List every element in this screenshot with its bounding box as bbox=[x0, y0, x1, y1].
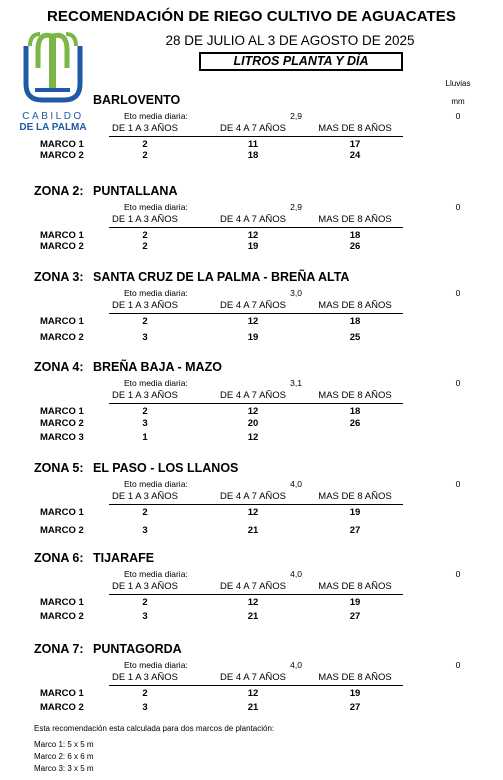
cell-4-7: 21 bbox=[247, 702, 259, 713]
cell-1-3: 2 bbox=[142, 150, 148, 161]
footer-note: Esta recomendación esta calculada para dos marcos de plantación: bbox=[34, 724, 275, 733]
eto-value: 4,0 bbox=[290, 660, 302, 670]
eto-value: 2,9 bbox=[290, 111, 302, 121]
zone-name: PUNTAGORDA bbox=[93, 642, 182, 656]
eto-value: 2,9 bbox=[290, 202, 302, 212]
row-marco-label: MARCO 3 bbox=[40, 432, 84, 443]
footer-marco-2: Marco 2: 6 x 6 m bbox=[34, 752, 94, 761]
cell-1-3: 3 bbox=[142, 332, 148, 343]
zone-label: ZONA 6: bbox=[34, 551, 84, 565]
rain-value: 0 bbox=[455, 479, 461, 489]
cell-8-plus: 17 bbox=[349, 139, 361, 150]
col-header-4-7: DE 4 A 7 AÑOS bbox=[219, 300, 286, 311]
units-box: LITROS PLANTA Y DÍA bbox=[199, 52, 403, 71]
cell-1-3: 3 bbox=[142, 418, 148, 429]
col-header-1-3: DE 1 A 3 AÑOS bbox=[111, 491, 178, 502]
cell-4-7: 12 bbox=[247, 597, 259, 608]
eto-value: 3,0 bbox=[290, 288, 302, 298]
cabildo-emblem-icon bbox=[12, 28, 94, 108]
cell-8-plus: 27 bbox=[349, 702, 361, 713]
cell-8-plus: 26 bbox=[349, 418, 361, 429]
logo-text-1: CABILDO bbox=[22, 111, 84, 122]
col-header-8-plus: MAS DE 8 AÑOS bbox=[318, 491, 392, 502]
row-marco-label: MARCO 2 bbox=[40, 241, 84, 252]
cell-1-3: 1 bbox=[142, 432, 148, 443]
page-title: RECOMENDACIÓN DE RIEGO CULTIVO DE AGUACATES bbox=[46, 8, 457, 25]
cell-8-plus: 24 bbox=[349, 150, 361, 161]
cell-8-plus: 18 bbox=[349, 406, 361, 417]
col-header-4-7: DE 4 A 7 AÑOS bbox=[219, 491, 286, 502]
col-header-8-plus: MAS DE 8 AÑOS bbox=[318, 123, 392, 134]
cell-8-plus: 27 bbox=[349, 525, 361, 536]
col-header-1-3: DE 1 A 3 AÑOS bbox=[111, 390, 178, 401]
cell-8-plus: 25 bbox=[349, 332, 361, 343]
zone-name: TIJARAFE bbox=[93, 551, 155, 565]
row-marco-label: MARCO 1 bbox=[40, 507, 84, 518]
cell-4-7: 12 bbox=[247, 688, 259, 699]
eto-label: Eto media diaria: bbox=[124, 479, 188, 489]
col-header-4-7: DE 4 A 7 AÑOS bbox=[219, 672, 286, 683]
col-header-8-plus: MAS DE 8 AÑOS bbox=[318, 581, 392, 592]
eto-label: Eto media diaria: bbox=[124, 288, 188, 298]
footer-marco-3: Marco 3: 3 x 5 m bbox=[34, 764, 94, 773]
row-marco-label: MARCO 1 bbox=[40, 597, 84, 608]
col-header-1-3: DE 1 A 3 AÑOS bbox=[111, 581, 178, 592]
col-header-4-7: DE 4 A 7 AÑOS bbox=[219, 123, 286, 134]
col-header-4-7: DE 4 A 7 AÑOS bbox=[219, 214, 286, 225]
header-rule bbox=[109, 136, 403, 137]
eto-label: Eto media diaria: bbox=[124, 378, 188, 388]
zone-name: PUNTALLANA bbox=[93, 184, 178, 198]
col-header-4-7: DE 4 A 7 AÑOS bbox=[219, 581, 286, 592]
cell-1-3: 2 bbox=[142, 406, 148, 417]
row-marco-label: MARCO 2 bbox=[40, 702, 84, 713]
header-rule bbox=[109, 594, 403, 595]
cell-4-7: 12 bbox=[247, 406, 259, 417]
row-marco-label: MARCO 1 bbox=[40, 139, 84, 150]
zone-label: ZONA 4: bbox=[34, 360, 84, 374]
zone-label: ZONA 5: bbox=[34, 461, 84, 475]
cell-8-plus: 19 bbox=[349, 597, 361, 608]
col-header-1-3: DE 1 A 3 AÑOS bbox=[111, 300, 178, 311]
cell-8-plus: 18 bbox=[349, 230, 361, 241]
cell-4-7: 18 bbox=[247, 150, 259, 161]
rain-value: 0 bbox=[455, 569, 461, 579]
rain-value: 0 bbox=[455, 111, 461, 121]
cell-1-3: 3 bbox=[142, 525, 148, 536]
date-range: 28 DE JULIO AL 3 DE AGOSTO DE 2025 bbox=[165, 33, 415, 48]
cell-4-7: 21 bbox=[247, 525, 259, 536]
cell-8-plus: 19 bbox=[349, 507, 361, 518]
rain-header: Lluvias bbox=[445, 79, 471, 88]
footer-marco-1: Marco 1: 5 x 5 m bbox=[34, 740, 94, 749]
logo-text-2: DE LA PALMA bbox=[19, 122, 87, 133]
header-rule bbox=[109, 685, 403, 686]
eto-value: 4,0 bbox=[290, 569, 302, 579]
col-header-1-3: DE 1 A 3 AÑOS bbox=[111, 123, 178, 134]
cell-1-3: 2 bbox=[142, 316, 148, 327]
header-rule bbox=[109, 313, 403, 314]
col-header-8-plus: MAS DE 8 AÑOS bbox=[318, 214, 392, 225]
rain-value: 0 bbox=[455, 378, 461, 388]
cell-1-3: 3 bbox=[142, 611, 148, 622]
cell-1-3: 2 bbox=[142, 241, 148, 252]
row-marco-label: MARCO 2 bbox=[40, 418, 84, 429]
row-marco-label: MARCO 2 bbox=[40, 332, 84, 343]
cell-8-plus: 19 bbox=[349, 688, 361, 699]
cell-1-3: 3 bbox=[142, 702, 148, 713]
eto-value: 3,1 bbox=[290, 378, 302, 388]
row-marco-label: MARCO 2 bbox=[40, 150, 84, 161]
eto-label: Eto media diaria: bbox=[124, 111, 188, 121]
eto-label: Eto media diaria: bbox=[124, 202, 188, 212]
rain-value: 0 bbox=[455, 202, 461, 212]
cell-1-3: 2 bbox=[142, 507, 148, 518]
zone-label: ZONA 2: bbox=[34, 184, 84, 198]
eto-label: Eto media diaria: bbox=[124, 569, 188, 579]
eto-label: Eto media diaria: bbox=[124, 660, 188, 670]
rain-value: 0 bbox=[455, 288, 461, 298]
cell-8-plus: 18 bbox=[349, 316, 361, 327]
cell-1-3: 2 bbox=[142, 597, 148, 608]
col-header-4-7: DE 4 A 7 AÑOS bbox=[219, 390, 286, 401]
eto-value: 4,0 bbox=[290, 479, 302, 489]
header-rule bbox=[109, 227, 403, 228]
col-header-1-3: DE 1 A 3 AÑOS bbox=[111, 672, 178, 683]
zone-label: ZONA 7: bbox=[34, 642, 84, 656]
zone-name: BARLOVENTO bbox=[93, 93, 181, 107]
zone-name: SANTA CRUZ DE LA PALMA - BREÑA ALTA bbox=[93, 270, 350, 284]
cell-4-7: 12 bbox=[247, 316, 259, 327]
row-marco-label: MARCO 1 bbox=[40, 688, 84, 699]
col-header-1-3: DE 1 A 3 AÑOS bbox=[111, 214, 178, 225]
zone-name: BREÑA BAJA - MAZO bbox=[93, 360, 222, 374]
rain-unit: mm bbox=[451, 97, 465, 106]
cell-4-7: 12 bbox=[247, 230, 259, 241]
col-header-8-plus: MAS DE 8 AÑOS bbox=[318, 300, 392, 311]
zone-name: EL PASO - LOS LLANOS bbox=[93, 461, 239, 475]
row-marco-label: MARCO 2 bbox=[40, 611, 84, 622]
row-marco-label: MARCO 2 bbox=[40, 525, 84, 536]
cell-4-7: 19 bbox=[247, 241, 259, 252]
cell-1-3: 2 bbox=[142, 688, 148, 699]
zone-label: ZONA 3: bbox=[34, 270, 84, 284]
rain-value: 0 bbox=[455, 660, 461, 670]
row-marco-label: MARCO 1 bbox=[40, 230, 84, 241]
cell-4-7: 12 bbox=[247, 432, 259, 443]
row-marco-label: MARCO 1 bbox=[40, 406, 84, 417]
cell-1-3: 2 bbox=[142, 230, 148, 241]
header-rule bbox=[109, 504, 403, 505]
header-rule bbox=[109, 403, 403, 404]
col-header-8-plus: MAS DE 8 AÑOS bbox=[318, 672, 392, 683]
cell-4-7: 20 bbox=[247, 418, 259, 429]
cell-4-7: 21 bbox=[247, 611, 259, 622]
col-header-8-plus: MAS DE 8 AÑOS bbox=[318, 390, 392, 401]
cell-4-7: 11 bbox=[247, 139, 259, 150]
cell-8-plus: 27 bbox=[349, 611, 361, 622]
cell-8-plus: 26 bbox=[349, 241, 361, 252]
cell-4-7: 19 bbox=[247, 332, 259, 343]
row-marco-label: MARCO 1 bbox=[40, 316, 84, 327]
cell-1-3: 2 bbox=[142, 139, 148, 150]
cell-4-7: 12 bbox=[247, 507, 259, 518]
cabildo-logo bbox=[12, 28, 94, 132]
